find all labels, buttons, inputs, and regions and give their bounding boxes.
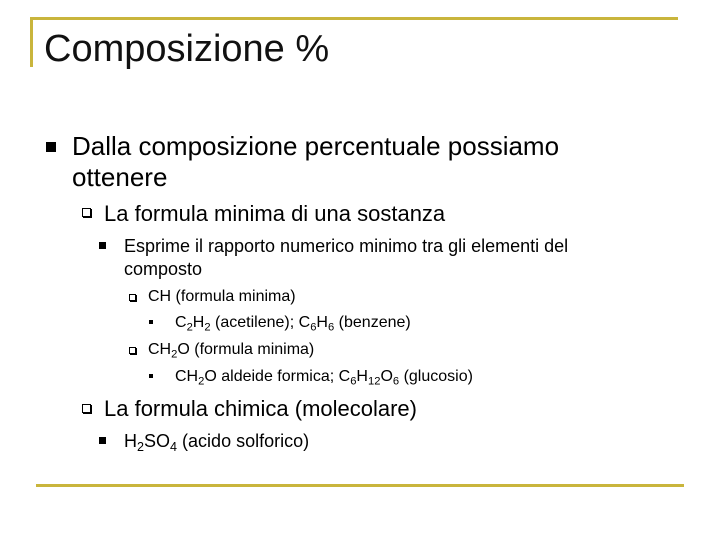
sub-bullet-text: La formula chimica (molecolare): [104, 396, 417, 421]
formula-acetilene-benzene: $C_2H_2$ (acetilene); $C_6H_6$ (benzene): [175, 314, 411, 334]
bullet-hollow-square-icon: [129, 347, 136, 354]
formula-aldeide-glucosio: $CH_2O$ aldeide formica; $C_6H_{12}O_6$ (glucosio): [175, 368, 473, 388]
formula-h2so4: $H_2SO_4$ (acido solforico): [124, 431, 310, 454]
bullet-square-icon: [46, 142, 56, 152]
bullet-text: Dalla composizione percentuale possiamo: [72, 131, 560, 161]
slide-title: Composizione %: [44, 28, 330, 70]
bullet-square-icon: [149, 320, 153, 324]
formula-ch: CH (formula minima): [148, 288, 296, 305]
frame-top-line: [30, 17, 678, 20]
bullet-square-icon: [99, 437, 106, 444]
bullet-hollow-square-icon: [82, 208, 91, 217]
bullet-hollow-square-icon: [82, 404, 91, 413]
bullet-hollow-square-icon: [129, 294, 136, 301]
bullet-square-icon: [99, 242, 106, 249]
level3-text: Esprime il rapporto numerico minimo tra gli elementi del: [124, 236, 569, 256]
sub-bullet-text: La formula minima di una sostanza: [104, 201, 446, 226]
bullet-square-icon: [149, 374, 153, 378]
bullet-text-cont: ottenere: [72, 162, 168, 192]
formula-ch2o: $CH_2O$ (formula minima): [148, 341, 315, 361]
frame-bottom-line: [36, 484, 684, 487]
level3-text-cont: composto: [124, 259, 203, 279]
frame-left-line: [30, 17, 33, 67]
